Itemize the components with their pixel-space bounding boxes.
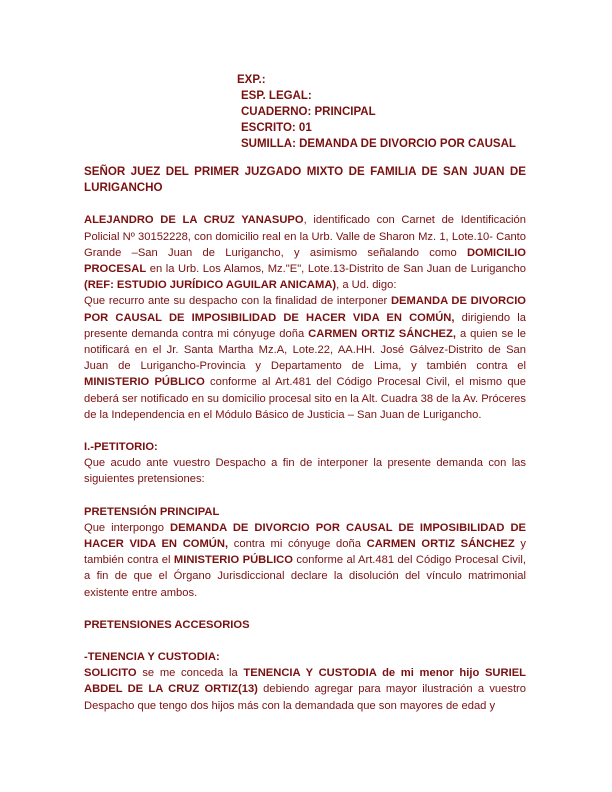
demanda-title: DEMANDA DE DIVORCIO POR CAUSAL DE IMPOSIBILIDAD DE HACER VIDA EN COMÚN, [84, 521, 526, 551]
intro-paragraph: ALEJANDRO DE LA CRUZ YANASUPO, identificado con Carnet de Identificación Policial Nº 30152228, con domicilio real en la Urb. Valle de Sharon Mz. 1, Lote.10- Canto Grande –San Juan de Lurigancho, y asimismo señalando como DOMICILIO PROCESAL en la Urb. Los Alamos, Mz."E", Lote.13-Distrito de San Juan de Lurigancho (REF: ESTUDIO JURÍDICO AGUILAR ANICAMA), a Ud. digo: [84, 214, 526, 292]
spouse-name: CARMEN ORTIZ SÁNCHEZ, [308, 327, 456, 340]
ref-estudio: (REF: ESTUDIO JURÍDICO AGUILAR ANICAMA) [84, 279, 337, 292]
cuaderno-line: CUADERNO: PRINCIPAL [241, 106, 376, 118]
plaintiff-name: ALEJANDRO DE LA CRUZ YANASUPO [84, 214, 304, 227]
pretension-principal-heading: PRETENSIÓN PRINCIPAL [84, 505, 220, 518]
spouse-name: CARMEN ORTIZ SÁNCHEZ [366, 538, 515, 551]
case-header [237, 72, 516, 152]
petitorio-text: Que acudo ante vuestro Despacho a fin de interponer la presente demanda con las siguientes pretensiones: [84, 457, 526, 486]
petitorio-heading: I.-PETITORIO: [84, 441, 158, 454]
escrito-line: ESCRITO: 01 [241, 122, 312, 134]
sumilla-line: SUMILLA: DEMANDA DE DIVORCIO POR CAUSAL [241, 138, 516, 150]
pretensiones-accesorias-heading: PRETENSIONES ACCESORIOS [84, 618, 250, 631]
ministerio-publico: MINISTERIO PÚBLICO [84, 376, 205, 389]
pretension-principal-text: Que interpongo DEMANDA DE DIVORCIO POR CAUSAL DE IMPOSIBILIDAD DE HACER VIDA EN COMÚN, contra mi cónyuge doña CARMEN ORTIZ SÁNCHEZ y también contra el MINISTERIO PÚBLICO conforme al Art.481 del Código Procesal Civil, a fin de que el Órgano Jurisdiccional declare la disolución del vínculo matrimonial existente entre ambos. [84, 521, 527, 599]
ministerio-publico: MINISTERIO PÚBLICO [173, 554, 293, 567]
tenencia-bold: TENENCIA Y CUSTODIA de mi menor hijo SURIEL ABDEL DE LA CRUZ ORTIZ(13) [84, 667, 526, 696]
exp-line: EXP.: [237, 74, 266, 86]
solicito-word: SOLICITO [84, 667, 137, 680]
document-body [84, 164, 526, 714]
domicilio-procesal: DOMICILIO PROCESAL [84, 246, 526, 276]
demanda-title: DEMANDA DE DIVORCIO POR CAUSAL DE IMPOSIBILIDAD DE HACER VIDA EN COMÚN, [84, 295, 526, 324]
addressee: SEÑOR JUEZ DEL PRIMER JUZGADO MIXTO DE FAMILIA DE SAN JUAN DE LURIGANCHO [84, 165, 526, 195]
tenencia-text: SOLICITO se me conceda la TENENCIA Y CUSTODIA de mi menor hijo SURIEL ABDEL DE LA CRUZ ORTIZ(13) debiendo agregar para mayor ilustración a vuestro Despacho que tengo dos hijos más con la demandada que son mayores de edad y [84, 667, 527, 712]
esp-legal-line: ESP. LEGAL: [241, 90, 312, 102]
tenencia-heading: -TENENCIA Y CUSTODIA: [84, 651, 220, 664]
purpose-paragraph: Que recurro ante su despacho con la finalidad de interponer DEMANDA DE DIVORCIO POR CAUSAL DE IMPOSIBILIDAD DE HACER VIDA EN COMÚN, dirigiendo la presente demanda contra mi cónyuge doña CARMEN ORTIZ SÁNCHEZ, a quien se le notificará en el Jr. Santa Martha Mz.A, Lote.22, AA.HH. José Gálvez-Distrito de San Juan de Lurigancho-Provincia y Departamento de Lima, y también contra el MINISTERIO PÚBLICO conforme al Art.481 del Código Procesal Civil, el mismo que deberá ser notificado en su domicilio procesal sito en la Alt. Cuadra 38 de la Av. Próceres de la Independencia en el Módulo Básico de Justicia – San Juan de Lurigancho. [84, 295, 527, 421]
